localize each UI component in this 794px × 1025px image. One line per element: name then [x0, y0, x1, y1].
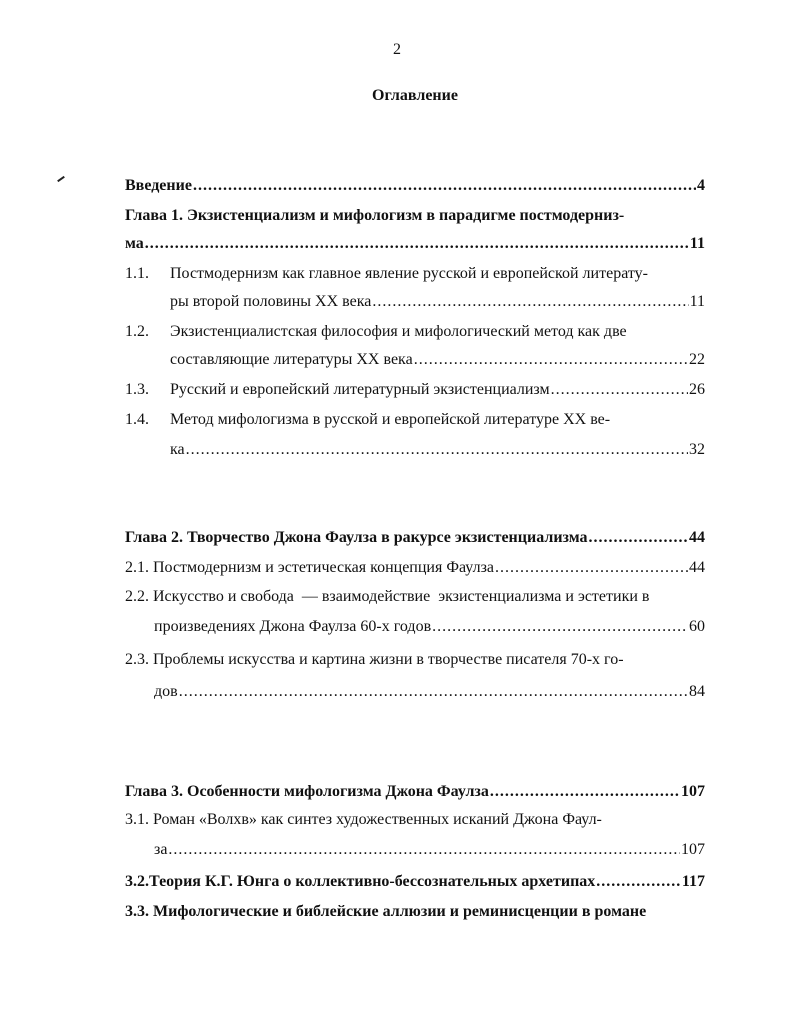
toc-entry-page: 117 [681, 873, 705, 890]
toc-section-3-2[interactable] [125, 872, 705, 892]
toc-entry-text: ка [170, 441, 185, 458]
section-number: 1.3. [125, 381, 149, 398]
toc-section-1-2-line1[interactable]: Экзистенциалистская философия и мифологический метод как две [170, 323, 627, 340]
toc-chapter-1-line1[interactable]: Глава 1. Экзистенциализм и мифологизм в парадигме постмодерниз- [125, 207, 625, 224]
toc-section-1-4[interactable] [170, 440, 705, 460]
toc-chapter-2[interactable] [125, 528, 705, 548]
toc-section-1-1[interactable] [170, 292, 705, 312]
leader-dots [432, 617, 688, 637]
leader-dots [589, 528, 688, 548]
toc-section-2-3-line1[interactable]: 2.3. Проблемы искусства и картина жизни в творчестве писателя 70-х го- [125, 651, 624, 668]
section-number: 1.2. [125, 323, 149, 340]
toc-entry-page: 44 [689, 529, 705, 546]
toc-entry-page: 107 [681, 783, 705, 800]
leader-dots [145, 234, 689, 254]
leader-dots [168, 840, 680, 860]
leader-dots [414, 350, 688, 370]
toc-section-3-1-line1[interactable]: 3.1. Роман «Волхв» как синтез художественных исканий Джона Фаул- [125, 811, 602, 828]
toc-chapter-3[interactable] [125, 782, 705, 802]
toc-entry-text: Введение [125, 177, 192, 194]
leader-dots [495, 558, 688, 578]
toc-section-1-2[interactable] [170, 350, 705, 370]
leader-dots [596, 872, 681, 892]
toc-entry-page: 26 [689, 381, 705, 398]
leader-dots [372, 292, 688, 312]
toc-entry-text: ры второй половины ХХ века [170, 293, 372, 310]
toc-entry-page: 11 [689, 293, 705, 310]
toc-entry-text: ма [125, 235, 144, 252]
toc-section-2-1[interactable] [125, 558, 705, 578]
section-number: 1.1. [125, 265, 149, 282]
leader-dots [179, 682, 688, 702]
toc-entry-text: Глава 2. Творчество Джона Фаулза в ракурсе экзистенциализма [125, 529, 588, 546]
leader-dots [490, 782, 680, 802]
page-title: Оглавление [372, 87, 458, 104]
toc-entry-page: 60 [689, 618, 705, 635]
toc-entry-text: за [154, 841, 168, 858]
toc-section-2-2-line1[interactable]: 2.2. Искусство и свобода — взаимодействие экзистенциализма и эстетики в [125, 588, 650, 605]
toc-chapter-1[interactable] [125, 234, 705, 254]
toc-section-1-4-line1[interactable]: Метод мифологизма в русской и европейской литературе ХХ ве- [170, 411, 611, 428]
toc-entry-page: 32 [689, 441, 705, 458]
toc-entry-page: 44 [689, 559, 705, 576]
section-number: 1.4. [125, 411, 149, 428]
toc-entry-text: 3.2.Теория К.Г. Юнга о коллективно-бессознательных архетипах [125, 873, 596, 890]
toc-entry-page: 4 [697, 177, 705, 194]
toc-section-1-1-line1[interactable]: Постмодернизм как главное явление русской и европейской литерату- [170, 265, 648, 282]
toc-entry-text: составляющие литературы ХХ века [170, 351, 413, 368]
toc-entry-text: Русский и европейский литературный экзистенциализм [170, 381, 550, 398]
page-number: 2 [393, 41, 401, 58]
toc-section-3-3[interactable]: 3.3. Мифологические и библейские аллюзии и реминисценции в романе [125, 903, 647, 920]
toc-section-2-2[interactable] [154, 617, 705, 637]
toc-entry-page: 22 [689, 351, 705, 368]
toc-entry-page: 84 [689, 683, 705, 700]
leader-dots [186, 440, 688, 460]
pen-mark [57, 176, 65, 182]
toc-section-1-3[interactable] [170, 380, 705, 400]
toc-entry-page: 11 [689, 235, 705, 252]
leader-dots [551, 380, 688, 400]
toc-entry-text: произведениях Джона Фаулза 60-х годов [154, 618, 432, 635]
toc-section-2-3[interactable] [154, 682, 705, 702]
toc-entry-text: 2.1. Постмодернизм и эстетическая концепция Фаулза [125, 559, 494, 576]
toc-entry-intro[interactable] [125, 176, 705, 196]
toc-entry-text: дов [154, 683, 178, 700]
toc-entry-page: 107 [681, 841, 705, 858]
toc-section-3-1[interactable] [154, 840, 705, 860]
leader-dots [193, 176, 696, 196]
toc-entry-text: Глава 3. Особенности мифологизма Джона Фаулза [125, 783, 489, 800]
